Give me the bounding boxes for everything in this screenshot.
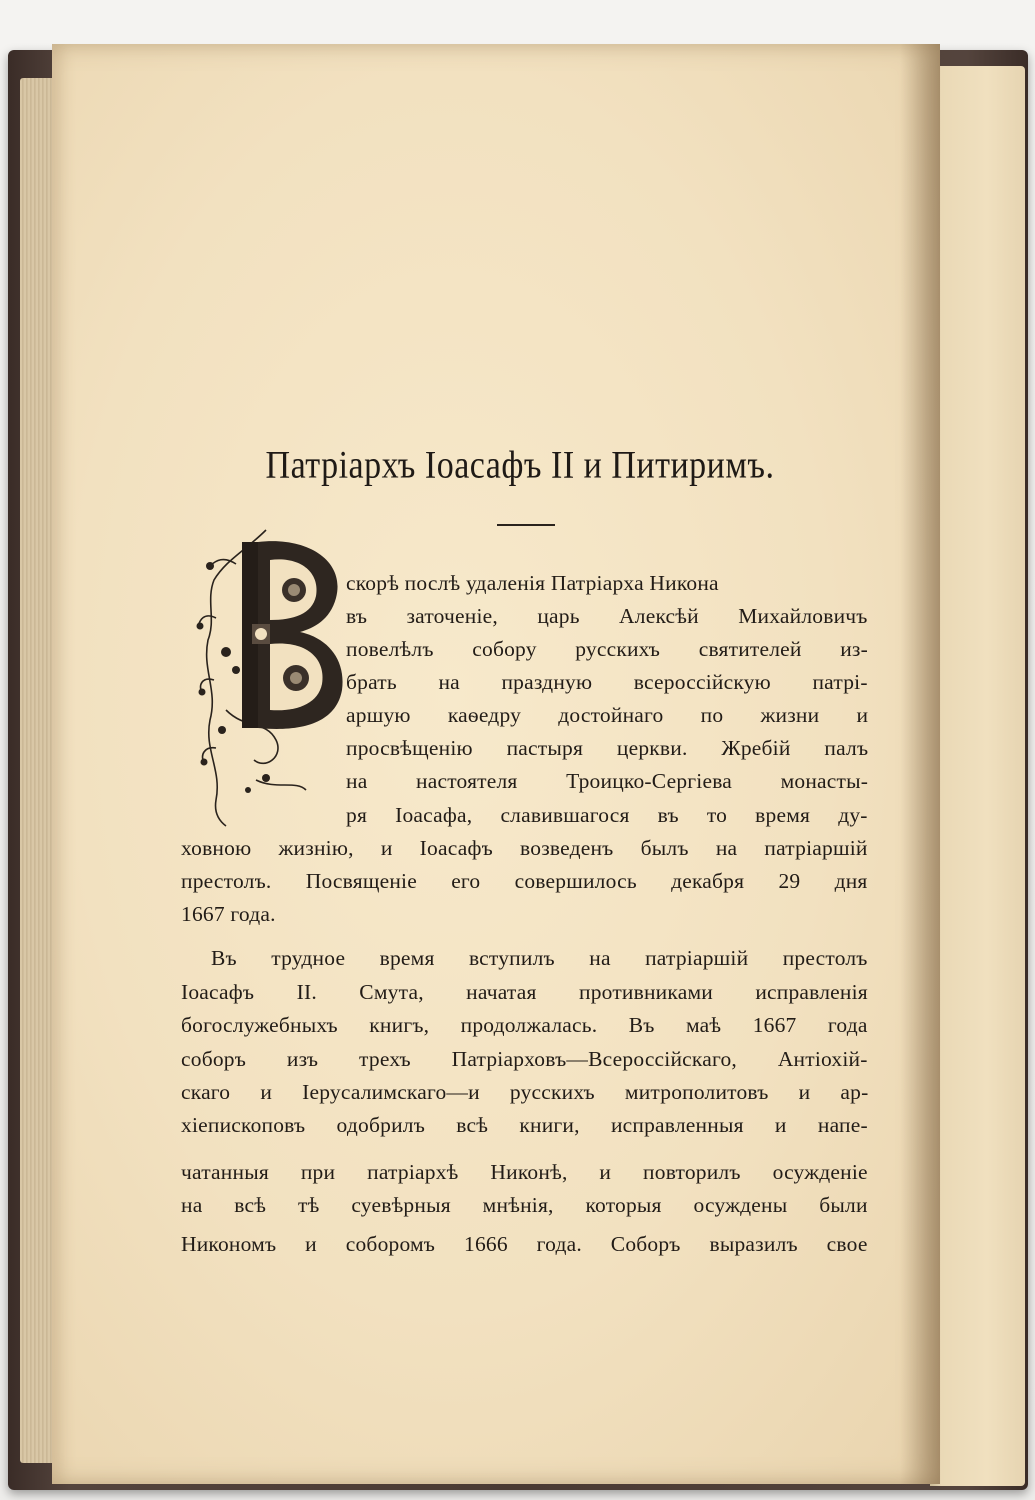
paragraph2-line: богослужебныхъ книгъ, продолжалась. Въ маѣ 1667 года [181, 1013, 868, 1037]
paragraph1-line: ря Іоасафа, славившагося въ то время ду- [346, 803, 868, 827]
paragraph2-line: Въ трудное время вступилъ на патріаршій престолъ [211, 946, 868, 970]
paragraph1-line: на настоятеля Троицко-Сергіева монасты- [346, 769, 869, 793]
book-page [52, 44, 940, 1484]
paragraph2-line: скаго и Іерусалимскаго—и русскихъ митрополитовъ и ар- [181, 1080, 869, 1104]
paragraph2-line: хіепископовъ одобрилъ всѣ книги, исправленныя и напе- [181, 1113, 868, 1137]
paragraph1-line: просвѣщенію пастыря церкви. Жребій палъ [346, 736, 869, 760]
paragraph2-line: соборъ изъ трехъ Патріарховъ—Всероссійскаго, Антіохій- [181, 1047, 868, 1071]
title-rule [497, 524, 555, 526]
ornamental-drop-cap [196, 520, 350, 830]
paragraph1-line: престолъ. Посвященіе его совершилось декабря 29 дня [181, 869, 868, 893]
paragraph1-line: ховною жизнію, и Іоасафъ возведенъ былъ на патріаршій [181, 836, 868, 860]
paragraph1-line: брать на праздную всероссійскую патрі- [346, 670, 868, 694]
paragraph1-line: повелѣлъ собору русскихъ святителей из- [346, 637, 868, 661]
paragraph2-line: чатанныя при патріархѣ Никонѣ, и повторилъ осужденіе [181, 1160, 868, 1184]
paragraph2-line: на всѣ тѣ суевѣрныя мнѣнія, которыя осуждены были [181, 1193, 868, 1217]
paragraph2-line: Іоасафъ II. Смута, начатая противниками исправленія [181, 980, 868, 1004]
chapter-title: Патріархъ Іоасафъ II и Питиримъ. [265, 444, 775, 487]
paragraph2-line: Никономъ и соборомъ 1666 года. Соборъ выразилъ свое [181, 1232, 868, 1256]
gutter-shadow [900, 44, 940, 1484]
paragraph1-line: скорѣ послѣ удаленія Патріарха Никона [346, 571, 719, 595]
paragraph1-line: аршую каѳедру достойнаго по жизни и [346, 703, 869, 727]
facing-page-edge [930, 66, 1025, 1486]
paragraph1-line: въ заточеніе, царь Алексѣй Михайловичъ [346, 604, 868, 628]
paragraph1-line: 1667 года. [181, 902, 276, 926]
